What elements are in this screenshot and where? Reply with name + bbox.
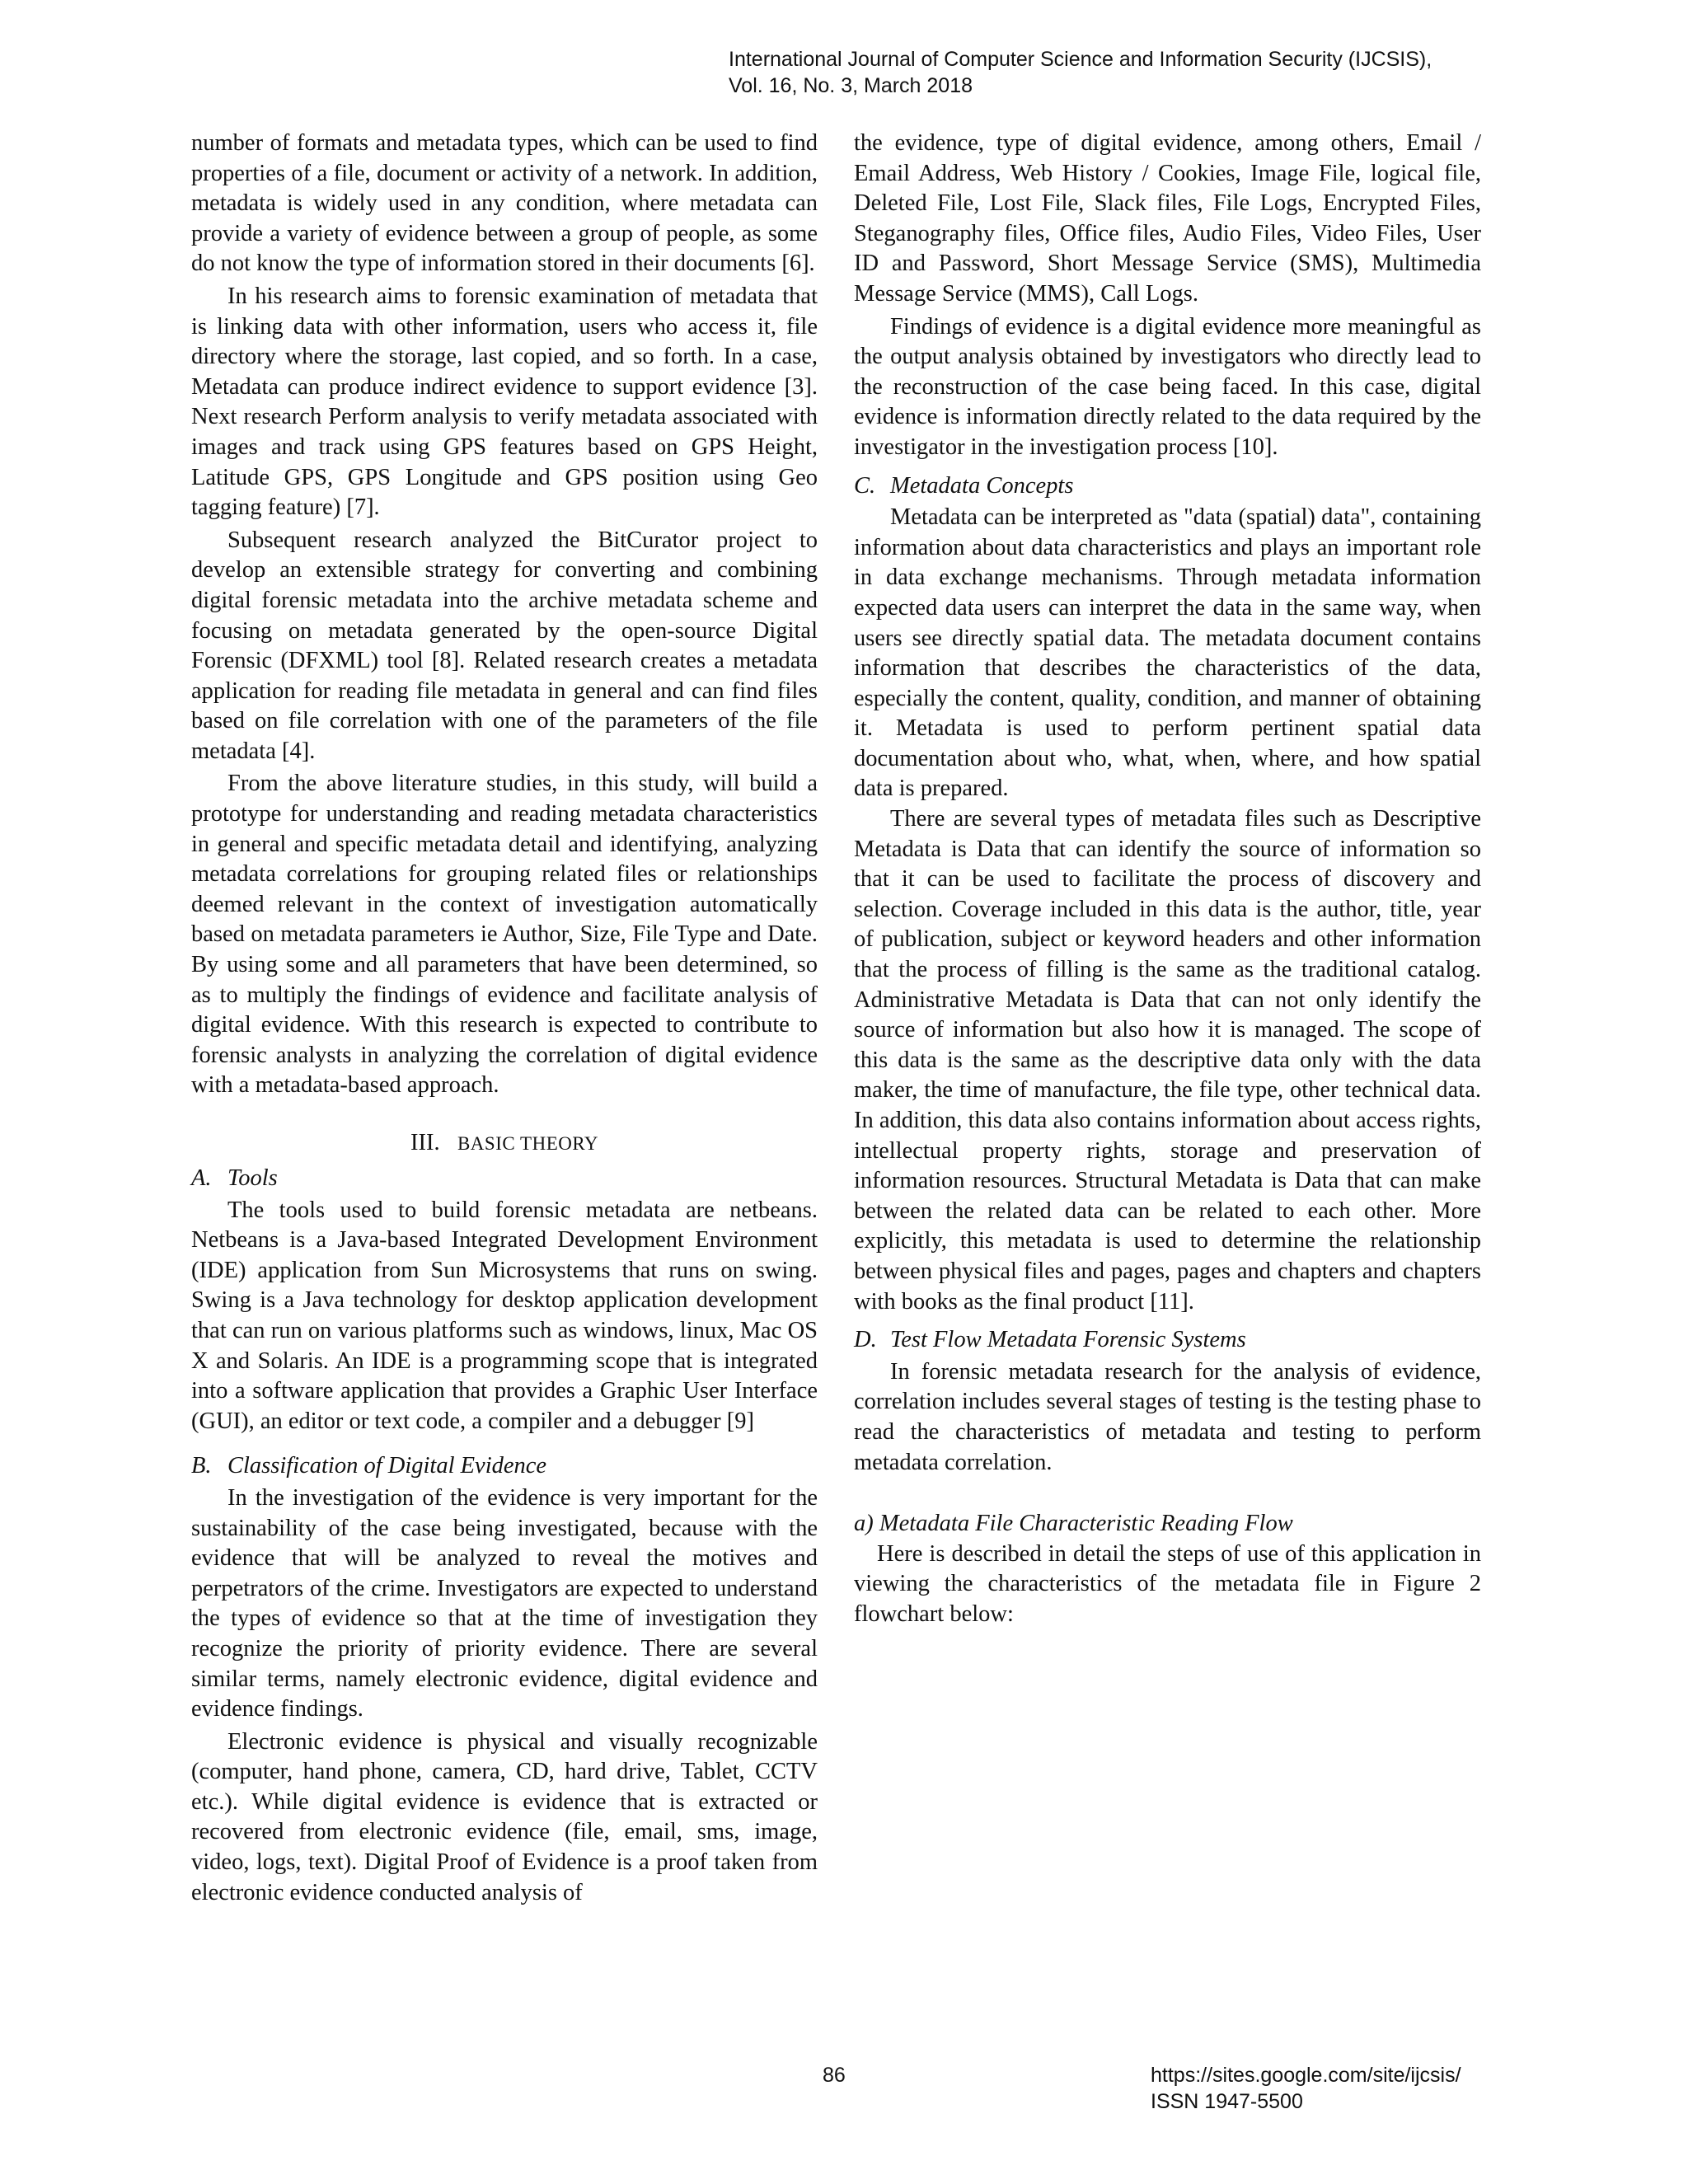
right-column — [854, 129, 1481, 1630]
subsection-title: Tools — [227, 1165, 278, 1191]
page-number: 86 — [823, 2064, 846, 2087]
paragraph: Here is described in detail the steps of use of this application in viewing the characteristics of the metadata file in Figure 2 flowchart below: — [854, 1540, 1481, 1627]
journal-issn: ISSN 1947-5500 — [1151, 2090, 1303, 2113]
paragraph: Subsequent research analyzed the BitCurator project to develop an extensible strategy for converting and combining digital forensic metadata into the archive metadata scheme and focusing on metadata generated by the open-source Digital Forensic (DFXML) tool [8]. Related research creates a metadata application for reading file metadata in general and can find files based on file correlation with one of the parameters of the file metadata [4]. — [191, 527, 818, 764]
journal-header — [729, 46, 1553, 99]
subsection-title: Metadata Concepts — [890, 472, 1074, 499]
paragraph: The tools used to build forensic metadata are netbeans. Netbeans is a Java-based Integrated Development Environment (IDE) application from Sun Microsystems that runs on swing. Swing is a Java technology for desktop application development that can run on various platforms such as windows, linux, Mac OS X and Solaris. An IDE is a programming scope that is integrated into a software application that provides a Graphic User Interface (GUI), an editor or text code, a compiler and a debugger [9] — [191, 1197, 818, 1434]
paragraph: Electronic evidence is physical and visually recognizable (computer, hand phone, camera, CD, hard drive, Tablet, CCTV etc.). While digital evidence is evidence that is extracted or recovered from electronic evidence (file, email, sms, image, video, logs, text). Digital Proof of Evidence is a proof taken from electronic evidence conducted analysis of — [191, 1728, 818, 1905]
subsection-heading — [191, 1164, 818, 1194]
subsection-title: Test Flow Metadata Forensic Systems — [890, 1327, 1246, 1353]
subsubsection-heading: a) Metadata File Characteristic Reading Flow — [854, 1511, 1293, 1537]
journal-url: https://sites.google.com/site/ijcsis/ — [1151, 2064, 1461, 2087]
subsection-letter: C. — [854, 472, 876, 499]
paragraph: From the above literature studies, in this study, will build a prototype for understanding and reading metadata characteristics in general and specific metadata detail and identifying, analyzing metadata correlations for grouping related files or relationships deemed relevant in the context of investigation automatically based on metadata parameters ie Author, Size, File Type and Date. By using some and all parameters that have been determined, so as to multiply the findings of evidence and facilitate analysis of digital evidence. With this research is expected to contribute to forensic analysts in analyzing the correlation of digital evidence with a metadata-based approach. — [191, 771, 818, 1099]
paragraph: In the investigation of the evidence is very important for the sustainability of the case being investigated, because with the evidence that will be analyzed to reveal the motives and perpetrators of the crime. Investigators are expected to understand the types of evidence so that at the time of investigation they recognize the priority of priority evidence. There are several similar terms, namely electronic evidence, digital evidence and evidence findings. — [191, 1484, 818, 1722]
paragraph: Metadata can be interpreted as "data (spatial) data", containing information about data characteristics and plays an important role in data exchange mechanisms. Through metadata information expected data users can interpret the data in the same way, when users see directly spatial data. The metadata document contains information that describes the characteristics of the data, especially the content, quality, condition, and manner of obtaining it. Metadata is used to perform pertinent spatial data documentation about who, what, when, where, and how spatial data is prepared. — [854, 504, 1481, 802]
subsection-heading — [191, 1451, 818, 1482]
section-heading — [191, 1128, 818, 1159]
paragraph: Findings of evidence is a digital evidence more meaningful as the output analysis obtained by investigators who directly lead to the reconstruction of the case being faced. In this case, digital evidence is information directly related to the data required by the investigator in the investigation process [10]. — [854, 313, 1481, 460]
section-number: III. — [410, 1130, 440, 1155]
journal-volume: Vol. 16, No. 3, March 2018 — [729, 74, 973, 97]
subsection-heading — [854, 471, 1481, 502]
paragraph: In forensic metadata research for the analysis of evidence, correlation includes several stages of testing is the testing phase to read the characteristics of metadata and testing to perform metadata correlation. — [854, 1358, 1481, 1475]
left-column — [191, 129, 818, 1908]
subsection-letter: B. — [191, 1453, 212, 1479]
subsection-letter: A. — [191, 1165, 212, 1191]
paragraph: In his research aims to forensic examination of metadata that is linking data with other information, users who access it, file directory where the storage, last copied, and so forth. In a case, Metadata can produce indirect evidence to support evidence [3]. Next research Perform analysis to verify metadata associated with images and track using GPS features based on GPS Height, Latitude GPS, GPS Longitude and GPS position using Geo tagging feature) [7]. — [191, 283, 818, 521]
section-title: BASIC THEORY — [457, 1133, 599, 1154]
journal-title: International Journal of Computer Science and Information Security (IJCSIS), — [729, 48, 1432, 71]
journal-footer — [1151, 2062, 1461, 2115]
paragraph: There are several types of metadata files such as Descriptive Metadata is Data that can identify the source of information so that it can be used to facilitate the process of discovery and selection. Coverage included in this data is the author, title, year of publication, subject or keyword headers and other information that the process of filling is the same as the traditional catalog. Administrative Metadata is Data that can not only identify the source of information but also how it is managed. The scope of this data is the same as the descriptive data only with the data maker, the time of manufacture, the file type, other technical data. In addition, this data also contains information about access rights, intellectual property rights, storage and preservation of information resources. Structural Metadata is Data that can make between the related data can be related to each other. More explicitly, this metadata is used to determine the relationship between physical files and pages, pages and chapters and chapters with books as the final product [11]. — [854, 806, 1481, 1315]
subsection-letter: D. — [854, 1327, 877, 1353]
subsection-title: Classification of Digital Evidence — [227, 1453, 547, 1479]
paragraph: number of formats and metadata types, which can be used to find properties of a file, document or activity of a network. In addition, metadata is widely used in any condition, where metadata can provide a variety of evidence between a group of people, as some do not know the type of information stored in their documents [6]. — [191, 130, 818, 277]
subsection-heading — [854, 1325, 1481, 1356]
paragraph: the evidence, type of digital evidence, among others, Email / Email Address, Web History / Cookies, Image File, logical file, Deleted File, Lost File, Slack files, File Logs, Encrypted Files, Steganography files, Office files, Audio Files, Video Files, User ID and Password, Short Message Service (SMS), Multimedia Message Service (MMS), Call Logs. — [854, 130, 1481, 307]
